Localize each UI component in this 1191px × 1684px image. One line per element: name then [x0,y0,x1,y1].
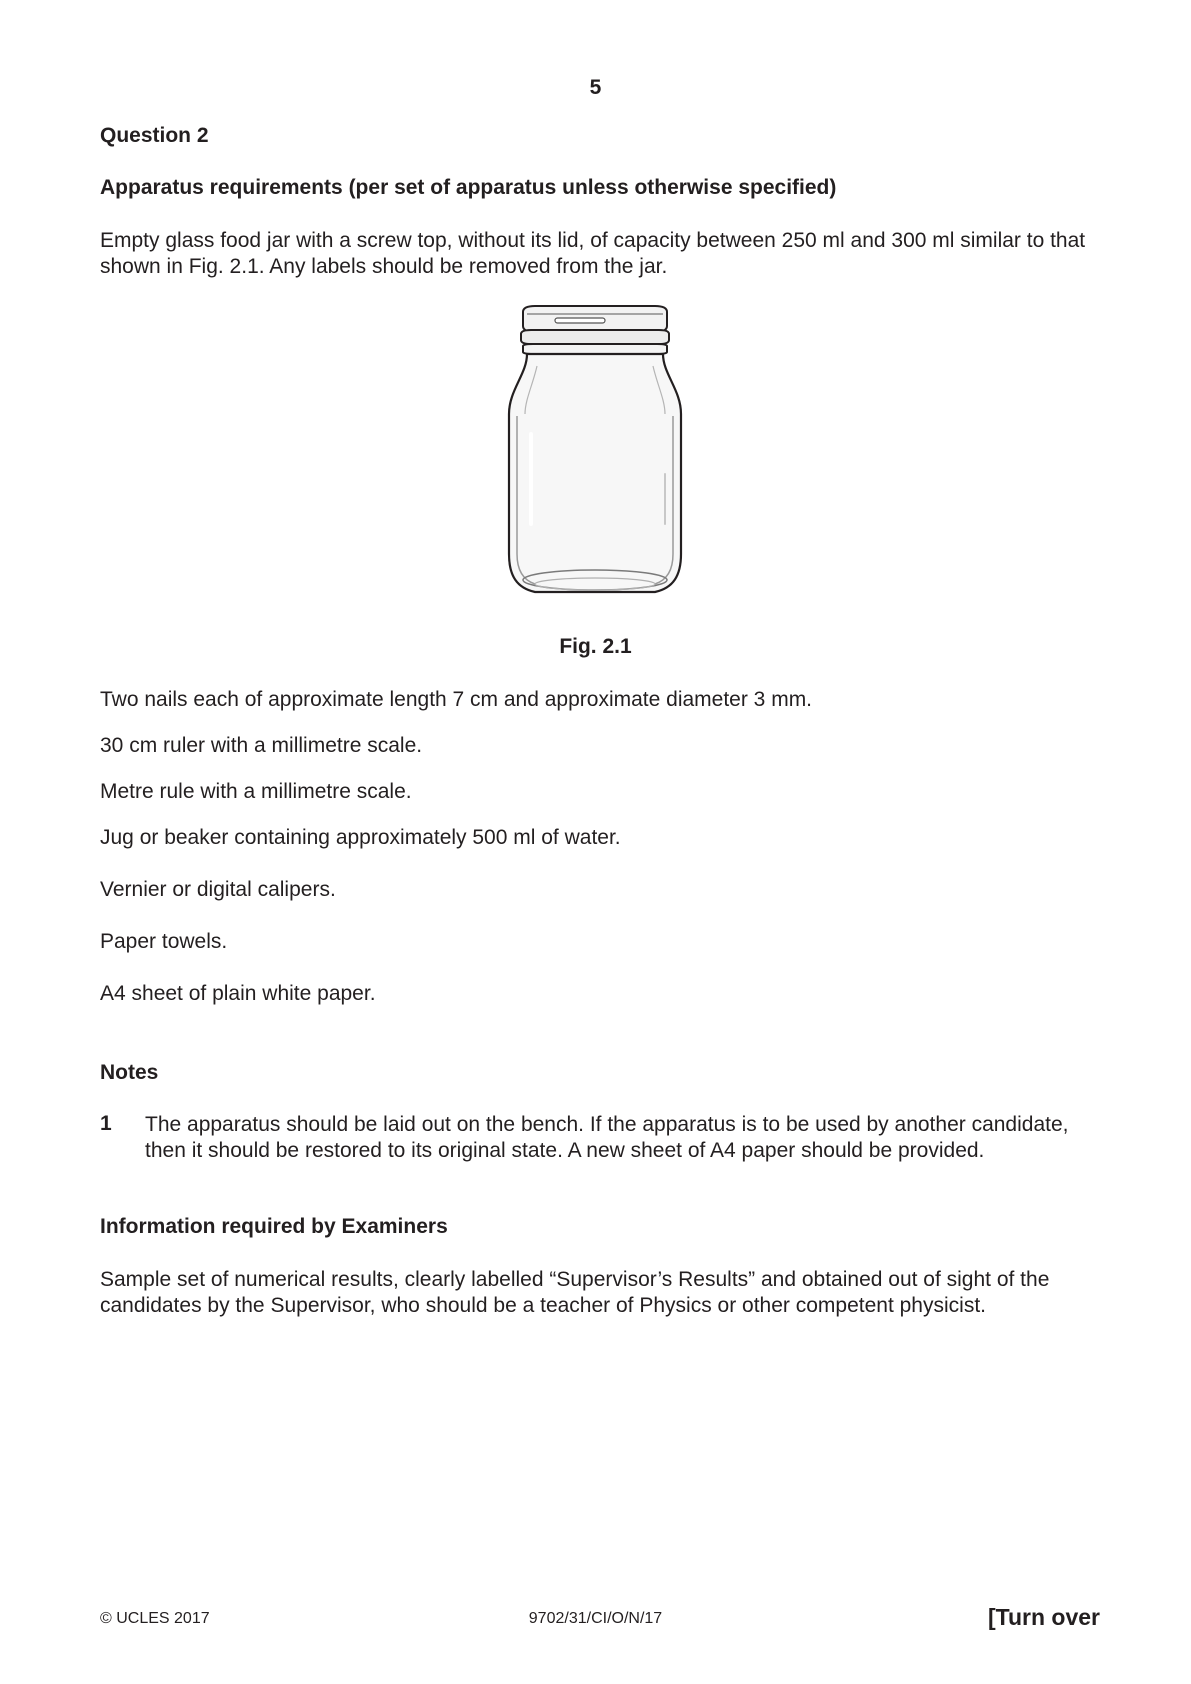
item-metre-rule: Metre rule with a millimetre scale. [100,780,412,803]
item-ruler: 30 cm ruler with a millimetre scale. [100,734,423,757]
examiners-paragraph: Sample set of numerical results, clearly labelled “Supervisor’s Results” and obtained out of sight of the candidates by the Supervisor, who should be a teacher of Physics or other competent physicist. [100,1268,1050,1317]
page-number: 5 [589,76,602,99]
item-jug: Jug or beaker containing approximately 500 ml of water. [100,826,621,849]
item-paper-towels: Paper towels. [100,930,228,953]
examiners-heading: Information required by Examiners [100,1215,448,1238]
item-a4-paper: A4 sheet of plain white paper. [100,982,376,1005]
note-text: The apparatus should be laid out on the bench. If the apparatus is to be used by another candidate, then it should be restored to its original state. A new sheet of A4 paper should be provided. [145,1113,1069,1162]
question-title: Question 2 [100,124,209,147]
intro-paragraph: Empty glass food jar with a screw top, without its lid, of capacity between 250 ml and 300 ml similar to that shown in Fig. 2.1. Any labels should be removed from the jar. [100,229,1086,278]
item-calipers: Vernier or digital calipers. [100,878,336,901]
footer-code: 9702/31/CI/O/N/17 [528,1610,663,1627]
note-number: 1 [100,1112,112,1135]
footer-copyright: © UCLES 2017 [100,1610,210,1627]
item-nails: Two nails each of approximate length 7 cm and approximate diameter 3 mm. [100,688,813,711]
notes-heading: Notes [100,1061,159,1084]
glass-jar-illustration [505,304,685,600]
figure-caption: Fig. 2.1 [559,635,632,658]
apparatus-heading: Apparatus requirements (per set of apparatus unless otherwise specified) [100,176,837,199]
footer-turn-over: [Turn over [987,1604,1100,1630]
